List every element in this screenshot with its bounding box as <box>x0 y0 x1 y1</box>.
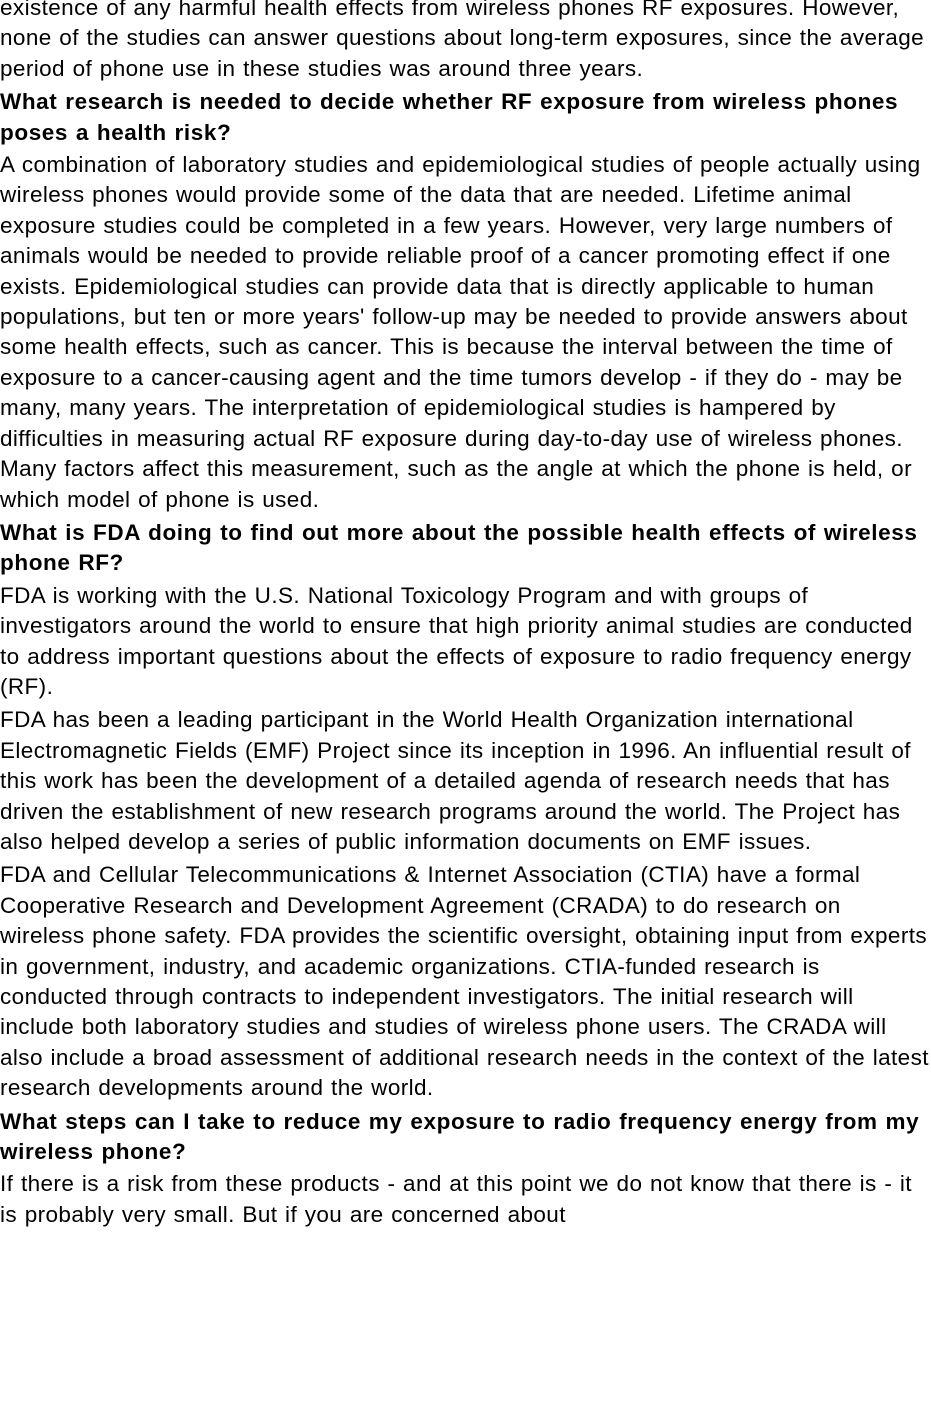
paragraph-fda-ctia-crada: FDA and Cellular Telecommunications & Internet Association (CTIA) have a formal Cooperative Research and Development Agreement (CRADA) to do research on wireless phone safety. FDA provides the scientific oversight, obtaining input from experts in government, industry, and academic organizations. CTIA-funded research is conducted through contracts to independent investigators. The initial research will include both laboratory studies and studies of wireless phone users. The CRADA will also include a broad assessment of additional research needs in the context of the latest research developments around the world. <box>0 862 929 1101</box>
paragraph-risk-small: If there is a risk from these products - and at this point we do not know that there is - it is probably very small. But if you are concerned about <box>0 1171 912 1227</box>
section-heading-fda-doing: What is FDA doing to find out more about the possible health effects of wireless phone RF? <box>0 519 918 576</box>
paragraph-continued: existence of any harmful health effects from wireless phones RF exposures. However, none of the studies can answer questions about long-term exposures, since the average period of phone use in these studies was around three years. <box>0 0 925 81</box>
paragraph-fda-ntp: FDA is working with the U.S. National Toxicology Program and with groups of investigators around the world to ensure that high priority animal studies are conducted to address important questions about the effects of exposure to radio frequency energy (RF). <box>0 582 913 699</box>
paragraph-research-combination: A combination of laboratory studies and epidemiological studies of people actually using wireless phones would provide some of the data that are needed. Lifetime animal exposure studies could be completed in a few years. However, very large numbers of animals would be needed to provide reliable proof of a cancer promoting effect if one exists. Epidemiological studies can provide data that is directly applicable to human populations, but ten or more years' follow-up may be needed to provide answers about some health effects, such as cancer. This is because the interval between the time of exposure to a cancer-causing agent and the time tumors develop - if they do - may be many, many years. The interpretation of epidemiological studies is hampered by difficulties in measuring actual RF exposure during day-to-day use of wireless phones. Many factors affect this measurement, such as the angle at which the phone is held, or which model of phone is used. <box>0 152 921 512</box>
section-heading-reduce-exposure: What steps can I take to reduce my exposure to radio frequency energy from my wireless phone? <box>0 1108 920 1165</box>
section-heading-research-needed: What research is needed to decide whether RF exposure from wireless phones poses a health risk? <box>0 89 899 145</box>
paragraph-fda-who-emf: FDA has been a leading participant in the World Health Organization international Electromagnetic Fields (EMF) Project since its inception in 1996. An influential result of this work has been the development of a detailed agenda of research needs that has driven the establishment of new research programs around the world. The Project has also helped develop a series of public information documents on EMF issues. <box>0 707 911 854</box>
